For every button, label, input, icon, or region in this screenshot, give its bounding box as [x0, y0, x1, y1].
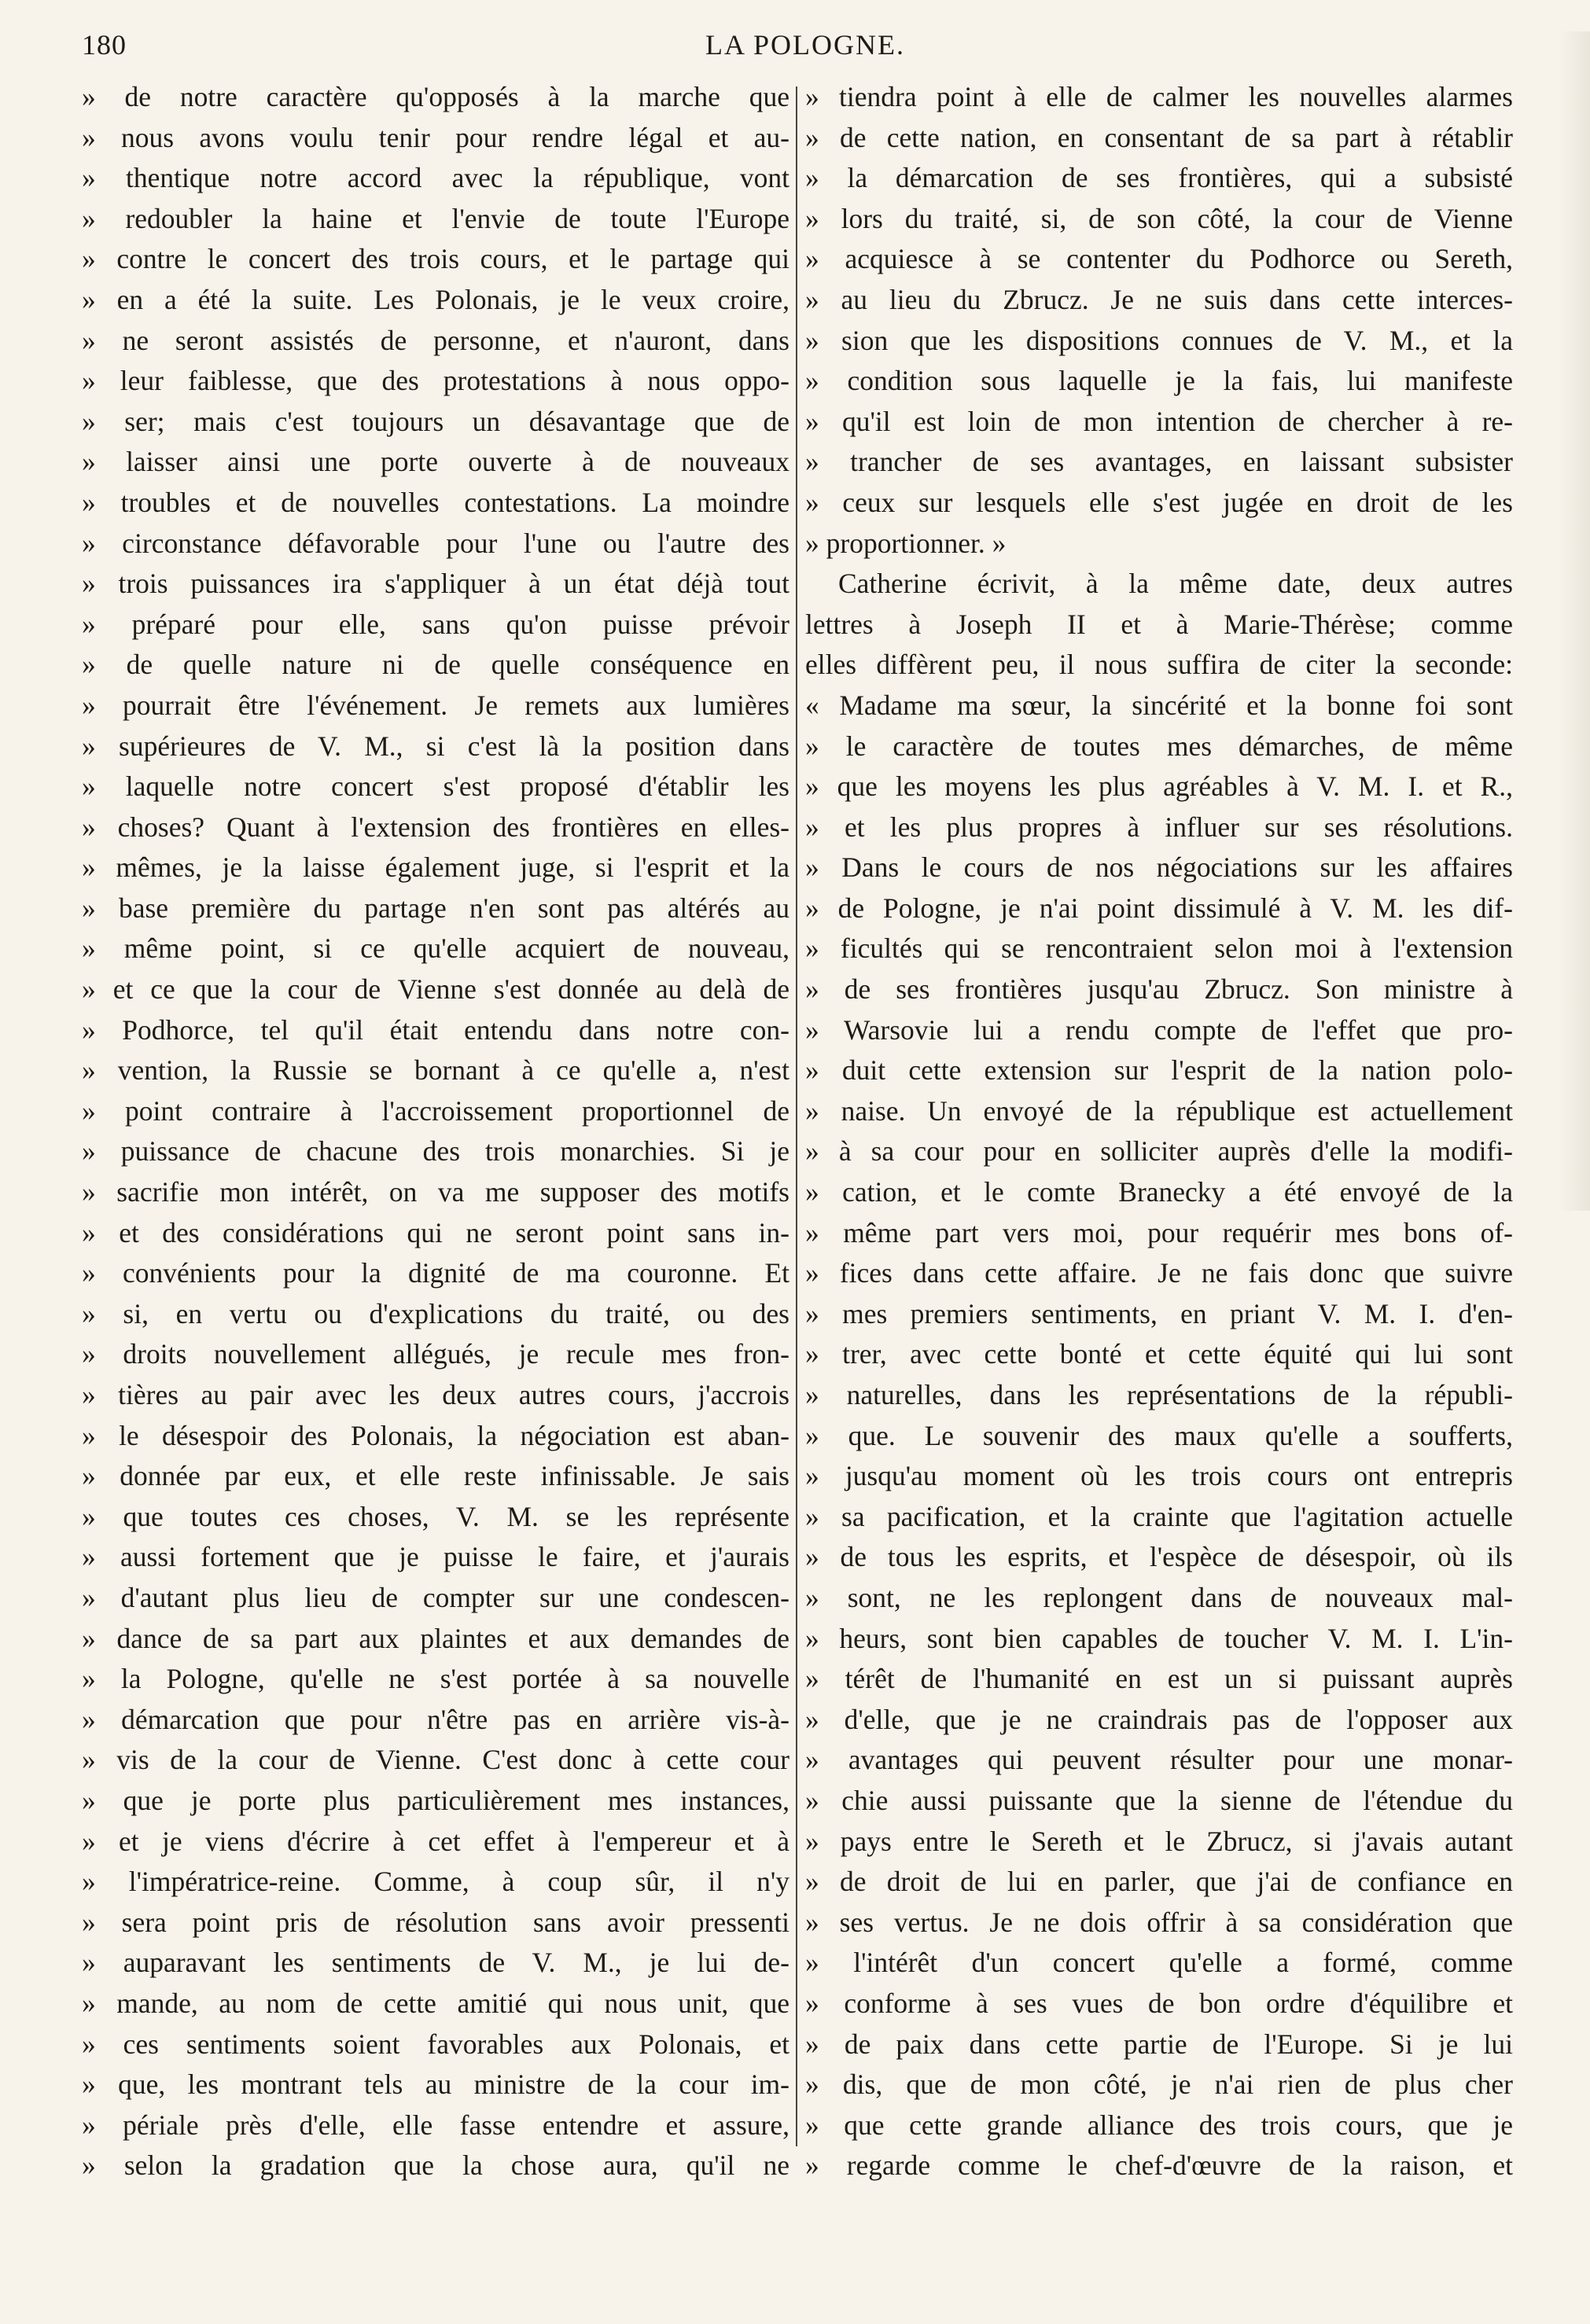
text-line: » même point, si ce qu'elle acquiert de nouveau, — [82, 932, 789, 965]
right-text-column — [805, 77, 1513, 2186]
text-line: » de notre caractère qu'opposés à la marche que — [82, 81, 789, 112]
text-line: lettres à Joseph II et à Marie-Thérèse; comme — [805, 608, 1513, 640]
text-line: » circonstance défavorable pour l'une ou l'autre des — [82, 527, 789, 559]
text-line: » de cette nation, en consentant de sa part à rétablir — [805, 121, 1513, 153]
text-line: » même part vers moi, pour requérir mes bons of- — [805, 1216, 1513, 1248]
text-line: » donnée par eux, et elle reste infinissable. Je sais — [82, 1460, 789, 1492]
text-line: » vention, la Russie se bornant à ce qu'elle a, n'est — [82, 1054, 789, 1087]
text-line: » périale près d'elle, elle fasse entendre et assure, — [82, 2109, 789, 2141]
text-line: » Podhorce, tel qu'il était entendu dans notre con- — [82, 1013, 789, 1046]
text-line: » et des considérations qui ne seront point sans in- — [82, 1216, 789, 1248]
text-line: » droits nouvellement allégués, je recule mes fron- — [82, 1338, 789, 1370]
text-line: » trancher de ses avantages, en laissant subsister — [805, 446, 1513, 478]
text-line: » d'autant plus lieu de compter sur une condescen- — [82, 1581, 789, 1613]
text-line: » que les moyens les plus agréables à V. M. I. et R., — [805, 770, 1513, 803]
text-line: » duit cette extension sur l'esprit de la nation polo- — [805, 1054, 1513, 1087]
text-line: » avantages qui peuvent résulter pour une monar- — [805, 1744, 1513, 1776]
text-line: » puissance de chacune des trois monarchies. Si je — [82, 1135, 789, 1168]
text-line: » la Pologne, qu'elle ne s'est portée à sa nouvelle — [82, 1663, 789, 1695]
text-line: » sera point pris de résolution sans avoir pressenti — [82, 1906, 789, 1938]
text-line: » leur faiblesse, que des protestations à nous oppo- — [82, 365, 789, 397]
text-line: » si, en vertu ou d'explications du traité, ou des — [82, 1297, 789, 1329]
text-line: » chie aussi puissante que la sienne de l'étendue du — [805, 1784, 1513, 1816]
page-header — [82, 22, 1529, 69]
text-line: » d'elle, que je ne craindrais pas de l'opposer aux — [805, 1703, 1513, 1735]
text-line: » pays entre le Sereth et le Zbrucz, si j'avais autant — [805, 1825, 1513, 1857]
text-line: » aussi fortement que je puisse le faire, et j'aurais — [82, 1541, 789, 1573]
text-line: » troubles et de nouvelles contestations. La moindre — [82, 486, 789, 518]
text-line: » Dans le cours de nos négociations sur les affaires — [805, 851, 1513, 884]
text-line: » mande, au nom de cette amitié qui nous unit, que — [82, 1987, 789, 2019]
text-line: » trer, avec cette bonté et cette équité qui lui sont — [805, 1338, 1513, 1370]
text-line: » auparavant les sentiments de V. M., je lui de- — [82, 1947, 789, 1979]
text-line: » sa pacification, et la crainte que l'agitation actuelle — [805, 1500, 1513, 1532]
text-line: » ser; mais c'est toujours un désavantage que de — [82, 405, 789, 437]
column-divider — [796, 86, 797, 2146]
text-line: » sont, ne les replongent dans de nouveaux mal- — [805, 1581, 1513, 1613]
text-line: » proportionner. » — [805, 527, 1007, 559]
text-line: » et ce que la cour de Vienne s'est donnée au delà de — [82, 973, 789, 1006]
text-line: » à sa cour pour en solliciter auprès d'elle la modifi- — [805, 1135, 1513, 1168]
text-line: » dis, que de mon côté, je n'ai rien de plus cher — [805, 2068, 1513, 2101]
text-line: elles diffèrent peu, il nous suffira de citer la seconde: — [805, 649, 1513, 681]
text-line: » de paix dans cette partie de l'Europe. Si je lui — [805, 2028, 1513, 2060]
text-line: » térêt de l'humanité en est un si puissant auprès — [805, 1663, 1513, 1695]
text-line: » laquelle notre concert s'est proposé d'établir les — [82, 770, 789, 803]
text-line: » fices dans cette affaire. Je ne fais donc que suivre — [805, 1257, 1513, 1289]
text-line: » convénients pour la dignité de ma couronne. Et — [82, 1257, 789, 1289]
text-line: » cation, et le comte Branecky a été envoyé de la — [805, 1176, 1513, 1208]
text-line: » ne seront assistés de personne, et n'auront, dans — [82, 324, 789, 356]
text-line: » laisser ainsi une porte ouverte à de nouveaux — [82, 446, 789, 478]
text-line: » et je viens d'écrire à cet effet à l'empereur et à — [82, 1825, 789, 1857]
page-number: 180 — [82, 29, 127, 61]
text-line: » de Pologne, je n'ai point dissimulé à V. M. les dif- — [805, 892, 1513, 924]
text-line: » sacrifie mon intérêt, on va me supposer des motifs — [82, 1176, 789, 1208]
text-line: » Warsovie lui a rendu compte de l'effet que pro- — [805, 1013, 1513, 1046]
text-line: » préparé pour elle, sans qu'on puisse prévoir — [82, 608, 789, 640]
text-line: » condition sous laquelle je la fais, lui manifeste — [805, 365, 1513, 397]
text-line: » que, les montrant tels au ministre de la cour im- — [82, 2068, 789, 2101]
text-line: » sion que les dispositions connues de V. M., et la — [805, 324, 1513, 356]
text-line: » vis de la cour de Vienne. C'est donc à cette cour — [82, 1744, 789, 1776]
page-edge-shadow — [1559, 31, 1590, 1211]
text-line: « Madame ma sœur, la sincérité et la bonne foi sont — [805, 689, 1513, 721]
text-line: » dance de sa part aux plaintes et aux demandes de — [82, 1622, 789, 1654]
text-line: » au lieu du Zbrucz. Je ne suis dans cette interces- — [805, 283, 1513, 315]
text-line: » que cette grande alliance des trois cours, que je — [805, 2109, 1513, 2141]
text-line: Catherine écrivit, à la même date, deux autres — [838, 568, 1513, 600]
text-line: » l'impératrice-reine. Comme, à coup sûr, il n'y — [82, 1866, 789, 1898]
text-line: » tières au pair avec les deux autres cours, j'accrois — [82, 1379, 789, 1410]
text-line: » de quelle nature ni de quelle conséquence en — [82, 649, 789, 681]
text-line: » redoubler la haine et l'envie de toute l'Europe — [82, 202, 789, 234]
text-line: » lors du traité, si, de son côté, la cour de Vienne — [805, 202, 1513, 234]
text-line: » acquiesce à se contenter du Podhorce ou Sereth, — [805, 243, 1513, 275]
text-line: » contre le concert des trois cours, et le partage qui — [82, 243, 789, 275]
text-line: » qu'il est loin de mon intention de chercher à re- — [805, 405, 1513, 437]
text-line: » trois puissances ira s'appliquer à un état déjà tout — [82, 568, 789, 600]
text-line: » que je porte plus particulièrement mes instances, — [82, 1784, 789, 1816]
text-line: » et les plus propres à influer sur ses résolutions. — [805, 811, 1513, 843]
text-line: » thentique notre accord avec la république, vont — [82, 162, 789, 194]
text-line: » le caractère de toutes mes démarches, de même — [805, 730, 1513, 762]
text-line: » jusqu'au moment où les trois cours ont entrepris — [805, 1460, 1513, 1492]
text-line: » mes premiers sentiments, en priant V. M. I. d'en- — [805, 1297, 1513, 1329]
text-line: » de ses frontières jusqu'au Zbrucz. Son ministre à — [805, 973, 1513, 1006]
text-line: » supérieures de V. M., si c'est là la position dans — [82, 730, 789, 762]
text-line: » démarcation que pour n'être pas en arrière vis-à- — [82, 1703, 789, 1735]
text-line: » selon la gradation que la chose aura, qu'il ne — [82, 2149, 789, 2182]
left-text-column — [82, 77, 789, 2186]
text-line: » que toutes ces choses, V. M. se les représente — [82, 1500, 789, 1532]
text-line: » ses vertus. Je ne dois offrir à sa considération que — [805, 1906, 1513, 1938]
text-line: » ces sentiments soient favorables aux Polonais, et — [82, 2028, 789, 2060]
text-line: » mêmes, je la laisse également juge, si l'esprit et la — [82, 851, 789, 884]
text-line: » regarde comme le chef-d'œuvre de la raison, et — [805, 2149, 1513, 2182]
text-line: » le désespoir des Polonais, la négociation est aban- — [82, 1419, 789, 1451]
text-line: » la démarcation de ses frontières, qui a subsisté — [805, 162, 1513, 194]
text-line: » heurs, sont bien capables de toucher V. M. I. L'in- — [805, 1622, 1513, 1654]
text-line: » naturelles, dans les représentations de la républi- — [805, 1379, 1513, 1410]
text-line: » naise. Un envoyé de la république est actuellement — [805, 1094, 1513, 1127]
text-line: » conforme à ses vues de bon ordre d'équilibre et — [805, 1987, 1513, 2019]
text-line: » point contraire à l'accroissement proportionnel de — [82, 1094, 789, 1127]
text-line: » que. Le souvenir des maux qu'elle a soufferts, — [805, 1419, 1513, 1451]
text-line: » pourrait être l'événement. Je remets aux lumières — [82, 689, 789, 721]
text-line: » nous avons voulu tenir pour rendre légal et au- — [82, 121, 789, 153]
text-line: » de droit de lui en parler, que j'ai de confiance en — [805, 1866, 1513, 1898]
text-line: » choses? Quant à l'extension des frontières en elles- — [82, 811, 789, 843]
text-line: » ficultés qui se rencontraient selon moi à l'extension — [805, 932, 1513, 965]
text-line: » l'intérêt d'un concert qu'elle a formé, comme — [805, 1947, 1513, 1979]
text-line: » ceux sur lesquels elle s'est jugée en droit de les — [805, 486, 1513, 518]
text-line: » tiendra point à elle de calmer les nouvelles alarmes — [805, 81, 1513, 112]
text-line: » en a été la suite. Les Polonais, je le veux croire, — [82, 283, 789, 315]
text-line: » base première du partage n'en sont pas altérés au — [82, 892, 789, 924]
text-line: » de tous les esprits, et l'espèce de désespoir, où ils — [805, 1541, 1513, 1573]
running-title: LA POLOGNE. — [705, 29, 905, 61]
